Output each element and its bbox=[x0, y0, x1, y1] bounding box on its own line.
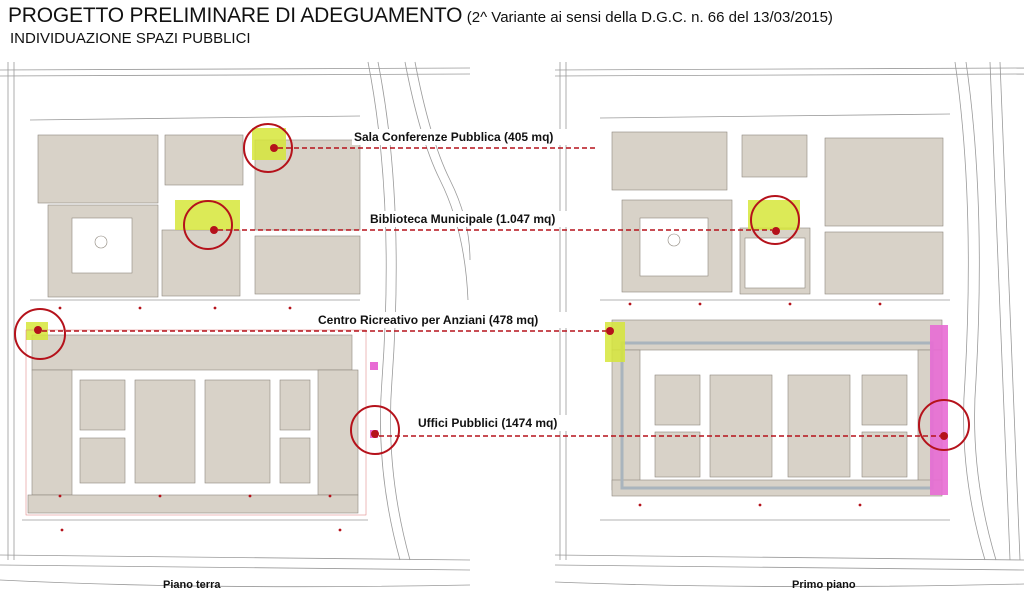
highlight-uffici-ground-a bbox=[370, 362, 378, 370]
highlight-conferenze bbox=[252, 128, 286, 160]
marker-dot-biblioteca-first bbox=[772, 227, 780, 235]
marker-dot-anziani bbox=[34, 326, 42, 334]
label-uffici-pubblici: Uffici Pubblici (1474 mq) bbox=[418, 416, 558, 430]
plan-first-floor bbox=[555, 62, 1024, 591]
page-subtitle: INDIVIDUAZIONE SPAZI PUBBLICI bbox=[10, 30, 251, 47]
courtyard bbox=[72, 218, 132, 273]
courtyard-first-b bbox=[745, 238, 805, 288]
marker-dot-anziani-first bbox=[606, 327, 614, 335]
page-title: PROGETTO PRELIMINARE DI ADEGUAMENTO bbox=[8, 4, 463, 27]
highlight-uffici-first bbox=[930, 325, 948, 495]
title-note: (2^ Variante ai sensi della D.G.C. n. 66 del 13/03/2015) bbox=[466, 9, 833, 26]
courtyard-first bbox=[640, 218, 708, 276]
building-blocks bbox=[28, 135, 360, 513]
marker-dot-biblioteca bbox=[210, 226, 218, 234]
marker-dot-uffici-ground bbox=[371, 430, 379, 438]
caption-ground-floor: Piano terra bbox=[163, 579, 221, 591]
marker-dot-conferenze bbox=[270, 144, 278, 152]
caption-first-floor: Primo piano bbox=[792, 579, 856, 591]
marker-dot-uffici-first bbox=[940, 432, 948, 440]
label-biblioteca: Biblioteca Municipale (1.047 mq) bbox=[370, 212, 556, 226]
label-sala-conferenze: Sala Conferenze Pubblica (405 mq) bbox=[354, 130, 554, 144]
label-centro-anziani: Centro Ricreativo per Anziani (478 mq) bbox=[318, 313, 539, 327]
building-blocks-first bbox=[612, 132, 943, 496]
